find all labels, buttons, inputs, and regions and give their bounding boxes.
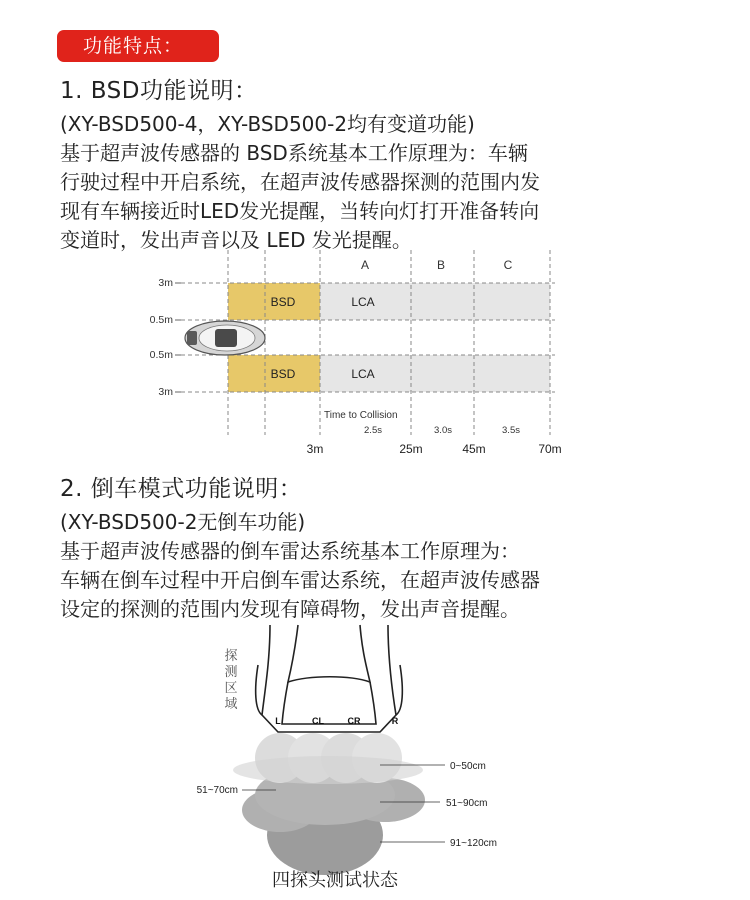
section1-title: 1. BSD功能说明： — [60, 78, 258, 104]
section1-line: 行驶过程中开启系统，在超声波传感器探测的范围内发 — [60, 170, 540, 194]
range-label: 0~50cm — [450, 761, 486, 772]
bsd-label-upper: BSD — [270, 295, 296, 309]
sensor-label-cl: CL — [312, 716, 324, 726]
sensor-label-r: R — [391, 716, 399, 726]
section2-line: 设定的探测的范围内发现有障碍物，发出声音提醒。 — [60, 597, 520, 621]
zone-label-b: B — [436, 258, 446, 272]
zone-label-c: C — [503, 258, 513, 272]
lca-label-upper: LCA — [351, 295, 375, 309]
detection-zones — [233, 733, 425, 875]
row-label: 3m — [158, 277, 173, 289]
ttc-value: 3.5s — [502, 425, 520, 436]
bsd-zone-diagram — [115, 245, 575, 460]
section1-line: 基于超声波传感器的 BSD系统基本工作原理为：车辆 — [60, 141, 528, 165]
section1-line: 现有车辆接近时LED发光提醒，当转向灯打开准备转向 — [60, 199, 540, 223]
ttc-value: 2.5s — [364, 425, 382, 436]
zone-label-a: A — [360, 258, 370, 272]
ttc-label: Time to Collision — [324, 410, 398, 421]
x-label: 3m — [306, 442, 324, 456]
section2-line: 车辆在倒车过程中开启倒车雷达系统，在超声波传感器 — [60, 568, 540, 592]
ttc-value: 3.0s — [434, 425, 452, 436]
car-icon — [185, 321, 265, 355]
sensor-label-cr: CR — [347, 716, 361, 726]
row-label: 0.5m — [149, 349, 173, 361]
section1-line: (XY-BSD500-4，XY-BSD500-2均有变道功能) — [60, 112, 475, 136]
detect-area-char: 域 — [224, 696, 238, 711]
bsd-label-lower: BSD — [270, 367, 296, 381]
section1-text — [60, 110, 540, 255]
detect-area-char: 测 — [224, 664, 238, 679]
range-label: 91~120cm — [450, 838, 497, 849]
section1-line: 变道时，发出声音以及 LED 发光提醒。 — [60, 228, 412, 252]
section2-text — [60, 508, 540, 624]
x-label: 45m — [462, 442, 486, 456]
range-label: 51~70cm — [196, 785, 238, 796]
row-label: 0.5m — [149, 314, 173, 326]
x-label: 70m — [538, 442, 562, 456]
detect-area-char: 探 — [224, 648, 238, 663]
detect-area-label — [224, 648, 237, 711]
section2-line: (XY-BSD500-2无倒车功能) — [60, 510, 306, 534]
row-label: 3m — [158, 386, 173, 398]
x-label: 25m — [399, 442, 423, 456]
range-label: 51~90cm — [446, 798, 488, 809]
diagram-caption: 四探头测试状态 — [272, 870, 398, 890]
detect-area-char: 区 — [224, 680, 238, 695]
lca-label-lower: LCA — [351, 367, 375, 381]
sensor-label-l: L — [275, 716, 281, 726]
section2-line: 基于超声波传感器的倒车雷达系统基本工作原理为： — [60, 539, 520, 563]
feature-badge: 功能特点： — [57, 30, 219, 62]
parking-sensor-diagram — [170, 620, 540, 895]
section2-title: 2. 倒车模式功能说明： — [60, 476, 303, 502]
